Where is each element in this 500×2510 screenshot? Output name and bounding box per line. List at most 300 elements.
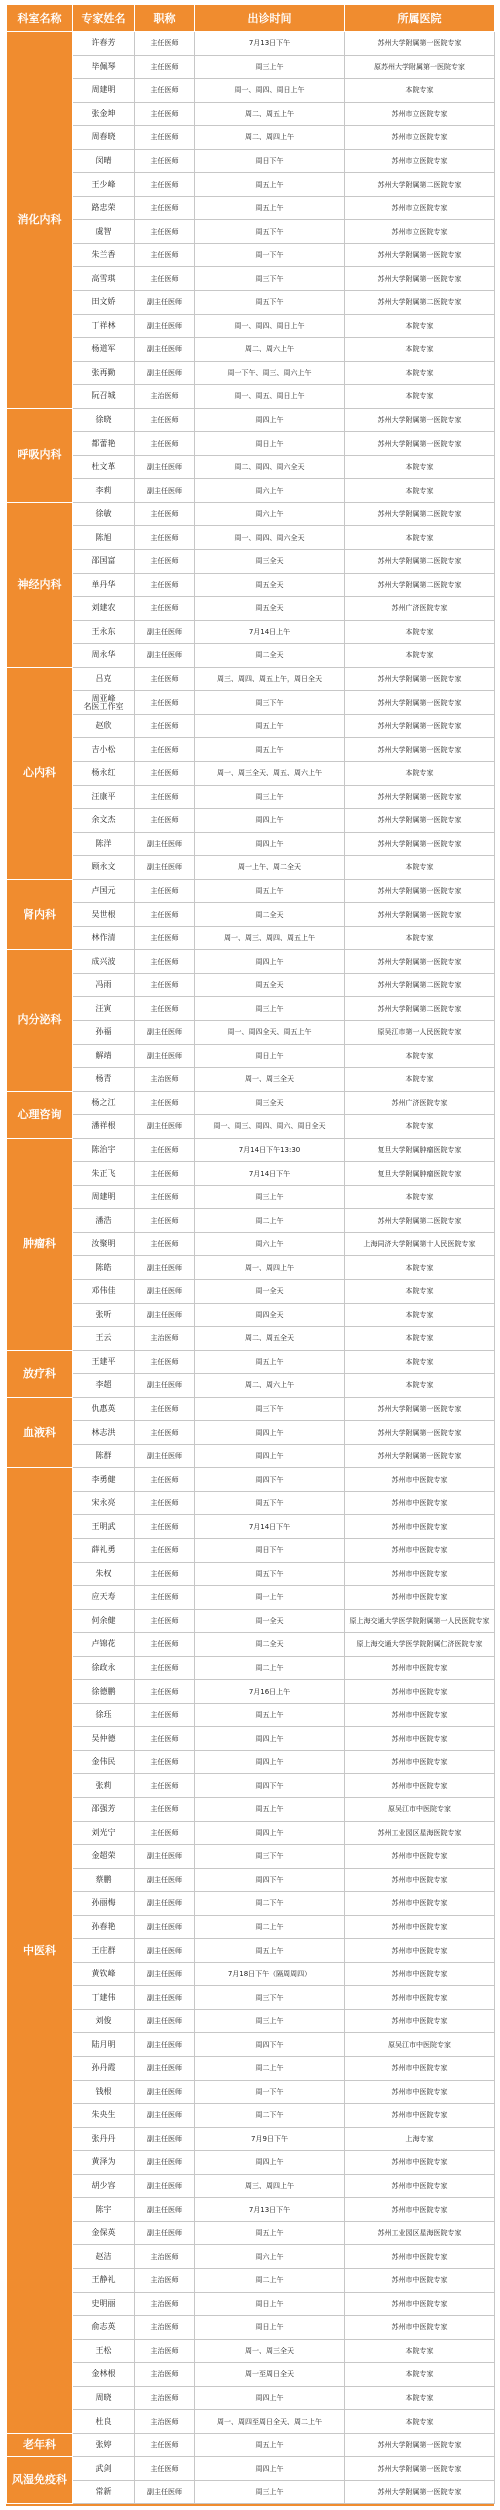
title-cell: 副主任医师 <box>135 338 195 362</box>
time-cell: 周一、周四上午 <box>195 1256 345 1280</box>
title-cell: 主任医师 <box>135 432 195 456</box>
time-cell: 周六上午 <box>195 479 345 503</box>
hospital-cell: 本院专家 <box>345 1350 495 1374</box>
time-cell: 周一全天 <box>195 1609 345 1633</box>
name-cell: 张莉 <box>73 1774 135 1798</box>
table-row <box>7 2433 495 2457</box>
time-cell: 周三上午 <box>195 2480 345 2504</box>
name-cell: 李勇健 <box>73 1468 135 1492</box>
table-row <box>7 691 495 715</box>
hospital-cell: 本院专家 <box>345 455 495 479</box>
hospital-cell: 苏州市中医院专家 <box>345 1680 495 1704</box>
table-row <box>7 408 495 432</box>
hospital-cell: 本院专家 <box>345 314 495 338</box>
time-cell: 周一下午 <box>195 2080 345 2104</box>
table-row <box>7 2198 495 2222</box>
hospital-cell: 本院专家 <box>345 1374 495 1398</box>
hospital-cell: 苏州大学附属第二医院专家 <box>345 573 495 597</box>
title-cell: 主任医师 <box>135 502 195 526</box>
time-cell: 周六上午 <box>195 502 345 526</box>
title-cell: 副主任医师 <box>135 2221 195 2245</box>
hospital-cell: 苏州市中医院专家 <box>345 1491 495 1515</box>
table-row <box>7 196 495 220</box>
hospital-cell: 苏州大学附属第一医院专家 <box>345 738 495 762</box>
table-row <box>7 1703 495 1727</box>
title-cell: 主任医师 <box>135 1539 195 1563</box>
title-cell: 主任医师 <box>135 55 195 79</box>
hospital-cell: 苏州市中医院专家 <box>345 2198 495 2222</box>
department-cell: 血液科 <box>7 1397 73 1468</box>
hospital-cell: 复旦大学附属肿瘤医院专家 <box>345 1138 495 1162</box>
name-cell: 卢锦花 <box>73 1633 135 1657</box>
name-cell: 虞智 <box>73 220 135 244</box>
title-cell: 主任医师 <box>135 1162 195 1186</box>
hospital-cell: 苏州大学附属第一医院专家 <box>345 809 495 833</box>
time-cell: 周二上午 <box>195 1656 345 1680</box>
name-cell: 金伟民 <box>73 1750 135 1774</box>
hospital-cell: 本院专家 <box>345 338 495 362</box>
hospital-cell: 苏州大学附属第一医院专家 <box>345 408 495 432</box>
title-cell: 副主任医师 <box>135 1115 195 1139</box>
title-cell: 主任医师 <box>135 79 195 103</box>
table-row <box>7 950 495 974</box>
time-cell: 周三上午 <box>195 997 345 1021</box>
time-cell: 周四上午 <box>195 1727 345 1751</box>
time-cell: 周二全天 <box>195 1633 345 1657</box>
hospital-cell: 苏州大学附属第一医院专家 <box>345 691 495 715</box>
name-cell: 汪寅 <box>73 997 135 1021</box>
hospital-cell: 苏州大学附属第二医院专家 <box>345 502 495 526</box>
time-cell: 周四上午 <box>195 1444 345 1468</box>
title-cell: 副主任医师 <box>135 2480 195 2504</box>
name-cell: 闵晴 <box>73 149 135 173</box>
time-cell: 周五上午 <box>195 2433 345 2457</box>
time-cell: 周四上午 <box>195 950 345 974</box>
table-row <box>7 1962 495 1986</box>
title-cell: 副主任医师 <box>135 361 195 385</box>
time-cell: 周四下午 <box>195 2033 345 2057</box>
name-cell: 陈治宇 <box>73 1138 135 1162</box>
time-cell: 周二下午 <box>195 2104 345 2128</box>
time-cell: 周二、周五全天 <box>195 1327 345 1351</box>
title-cell: 主任医师 <box>135 1232 195 1256</box>
table-row <box>7 455 495 479</box>
hospital-cell: 苏州市中医院专家 <box>345 1515 495 1539</box>
title-cell: 副主任医师 <box>135 2009 195 2033</box>
title-cell: 副主任医师 <box>135 1444 195 1468</box>
hospital-cell: 苏州工业园区星海医院专家 <box>345 1821 495 1845</box>
title-cell: 副主任医师 <box>135 1962 195 1986</box>
hospital-cell: 原上海交通大学医学院附属第一人民医院专家 <box>345 1609 495 1633</box>
hospital-cell: 苏州大学附属第一医院专家 <box>345 1421 495 1445</box>
hospital-cell: 原吴江市中医院专家 <box>345 1798 495 1822</box>
title-cell: 主任医师 <box>135 973 195 997</box>
table-row <box>7 1680 495 1704</box>
time-cell: 周一上午、周二全天 <box>195 856 345 880</box>
table-row <box>7 1444 495 1468</box>
hospital-cell: 苏州广济医院专家 <box>345 1091 495 1115</box>
time-cell: 周四上午 <box>195 1821 345 1845</box>
table-row <box>7 385 495 409</box>
hospital-cell: 原吴江市中医院专家 <box>345 2033 495 2057</box>
title-cell: 主任医师 <box>135 1421 195 1445</box>
time-cell: 周一上午 <box>195 1586 345 1610</box>
name-cell: 朱正飞 <box>73 1162 135 1186</box>
time-cell: 周日下午 <box>195 149 345 173</box>
table-row <box>7 1350 495 1374</box>
table-row <box>7 502 495 526</box>
hospital-cell: 苏州市立医院专家 <box>345 220 495 244</box>
table-row <box>7 2009 495 2033</box>
time-cell: 周五下午 <box>195 220 345 244</box>
title-cell: 主任医师 <box>135 1821 195 1845</box>
time-cell: 周三、周四、周五上午，周日全天 <box>195 667 345 691</box>
table-row <box>7 2386 495 2410</box>
title-cell: 主任医师 <box>135 1185 195 1209</box>
time-cell: 周一至周日全天 <box>195 2363 345 2387</box>
hospital-cell: 本院专家 <box>345 2363 495 2387</box>
name-cell: 常新 <box>73 2480 135 2504</box>
hospital-cell: 苏州大学附属第一医院专家 <box>345 267 495 291</box>
title-cell: 主任医师 <box>135 1209 195 1233</box>
name-cell: 孙福 <box>73 1020 135 1044</box>
title-cell: 主任医师 <box>135 1798 195 1822</box>
time-cell: 周一、周三全天、周五、周六上午 <box>195 761 345 785</box>
title-cell: 主任医师 <box>135 997 195 1021</box>
title-cell: 主任医师 <box>135 738 195 762</box>
title-cell: 主任医师 <box>135 1703 195 1727</box>
table-row <box>7 1162 495 1186</box>
title-cell: 主任医师 <box>135 196 195 220</box>
table-row <box>7 432 495 456</box>
title-cell: 主任医师 <box>135 926 195 950</box>
table-row <box>7 243 495 267</box>
time-cell: 周二上午 <box>195 1209 345 1233</box>
name-cell: 张婷 <box>73 2433 135 2457</box>
title-cell: 副主任医师 <box>135 1939 195 1963</box>
table-row <box>7 361 495 385</box>
name-cell: 林志洪 <box>73 1421 135 1445</box>
time-cell: 周一、周三全天 <box>195 1068 345 1092</box>
hospital-cell: 苏州市中医院专家 <box>345 1962 495 1986</box>
header-dept: 科室名称 <box>7 5 73 32</box>
title-cell: 主任医师 <box>135 32 195 56</box>
table-row <box>7 620 495 644</box>
name-cell: 孙春艳 <box>73 1915 135 1939</box>
time-cell: 周五全天 <box>195 973 345 997</box>
hospital-cell: 原吴江市第一人民医院专家 <box>345 1020 495 1044</box>
table-row <box>7 809 495 833</box>
title-cell: 副主任医师 <box>135 2151 195 2175</box>
time-cell: 周三全天 <box>195 1091 345 1115</box>
name-cell: 金超荣 <box>73 1845 135 1869</box>
name-cell: 王永东 <box>73 620 135 644</box>
title-cell: 主任医师 <box>135 243 195 267</box>
table-row <box>7 1279 495 1303</box>
time-cell: 周四上午 <box>195 2457 345 2481</box>
table-row <box>7 785 495 809</box>
title-cell: 主治医师 <box>135 2339 195 2363</box>
table-row <box>7 1303 495 1327</box>
time-cell: 周二、周四上午 <box>195 126 345 150</box>
title-cell: 副主任医师 <box>135 2033 195 2057</box>
time-cell: 周五上午 <box>195 738 345 762</box>
header-title: 职称 <box>135 5 195 32</box>
title-cell: 主治医师 <box>135 385 195 409</box>
name-cell: 杜文革 <box>73 455 135 479</box>
title-cell: 主任医师 <box>135 667 195 691</box>
time-cell: 周五上午 <box>195 1939 345 1963</box>
hospital-cell: 苏州市中医院专家 <box>345 1727 495 1751</box>
time-cell: 周二、周四、周六全天 <box>195 455 345 479</box>
time-cell: 周一、周四至周日全天、周二上午 <box>195 2410 345 2434</box>
time-cell: 周一、周四全天、周五上午 <box>195 1020 345 1044</box>
time-cell: 周二上午 <box>195 1915 345 1939</box>
table-row <box>7 1633 495 1657</box>
time-cell: 周三下午 <box>195 267 345 291</box>
table-row <box>7 1727 495 1751</box>
table-row <box>7 173 495 197</box>
name-cell: 朱央生 <box>73 2104 135 2128</box>
title-cell: 主任医师 <box>135 1091 195 1115</box>
name-cell: 陈旭 <box>73 526 135 550</box>
name-cell: 徐敏 <box>73 502 135 526</box>
table-row <box>7 644 495 668</box>
title-cell: 副主任医师 <box>135 2104 195 2128</box>
name-cell: 吉小松 <box>73 738 135 762</box>
name-cell: 黄钦峰 <box>73 1962 135 1986</box>
hospital-cell: 苏州大学附属第一医院专家 <box>345 903 495 927</box>
hospital-cell: 苏州市中医院专家 <box>345 2009 495 2033</box>
hospital-cell: 苏州市中医院专家 <box>345 1986 495 2010</box>
time-cell: 周二上午 <box>195 2268 345 2292</box>
table-row <box>7 2480 495 2504</box>
hospital-cell: 本院专家 <box>345 856 495 880</box>
name-cell: 汪康平 <box>73 785 135 809</box>
time-cell: 周五上午 <box>195 173 345 197</box>
table-row <box>7 2033 495 2057</box>
name-cell: 潘浩 <box>73 1209 135 1233</box>
name-cell: 朱权 <box>73 1562 135 1586</box>
title-cell: 主治医师 <box>135 2245 195 2269</box>
header-hospital: 所属医院 <box>345 5 495 32</box>
table-row <box>7 1232 495 1256</box>
table-row <box>7 2316 495 2340</box>
hospital-cell: 苏州市中医院专家 <box>345 2316 495 2340</box>
title-cell: 主任医师 <box>135 173 195 197</box>
table-row <box>7 2268 495 2292</box>
header-name: 专家姓名 <box>73 5 135 32</box>
title-cell: 副主任医师 <box>135 1915 195 1939</box>
table-row <box>7 1939 495 1963</box>
time-cell: 周四上午 <box>195 2151 345 2175</box>
name-cell: 杨之江 <box>73 1091 135 1115</box>
time-cell: 周四上午 <box>195 1750 345 1774</box>
time-cell: 周一、周四、周日上午 <box>195 314 345 338</box>
hospital-cell: 苏州市中医院专家 <box>345 1539 495 1563</box>
time-cell: 周二、周六上午 <box>195 338 345 362</box>
table-row <box>7 32 495 56</box>
header-time: 出诊时间 <box>195 5 345 32</box>
table-row <box>7 879 495 903</box>
name-cell: 刘俊 <box>73 2009 135 2033</box>
name-cell: 刘建农 <box>73 597 135 621</box>
title-cell: 副主任医师 <box>135 2174 195 2198</box>
name-cell: 陈皓 <box>73 1256 135 1280</box>
department-cell: 神经内科 <box>7 502 73 667</box>
table-row <box>7 2057 495 2081</box>
time-cell: 周三上午 <box>195 2009 345 2033</box>
time-cell: 7月9日下午 <box>195 2127 345 2151</box>
name-cell: 徐珏 <box>73 1703 135 1727</box>
table-row <box>7 573 495 597</box>
time-cell: 周日上午 <box>195 2316 345 2340</box>
hospital-cell: 苏州大学附属第一医院专家 <box>345 714 495 738</box>
title-cell: 主治医师 <box>135 2292 195 2316</box>
time-cell: 周三下午 <box>195 1986 345 2010</box>
time-cell: 7月13日下午 <box>195 2198 345 2222</box>
name-cell: 杜良 <box>73 2410 135 2434</box>
time-cell: 周一、周四、周六全天 <box>195 526 345 550</box>
time-cell: 周三上午 <box>195 785 345 809</box>
name-cell: 周晓 <box>73 2386 135 2410</box>
table-row <box>7 2174 495 2198</box>
hospital-cell: 本院专家 <box>345 361 495 385</box>
name-cell: 应天寿 <box>73 1586 135 1610</box>
table-row <box>7 1774 495 1798</box>
department-cell: 中医科 <box>7 1468 73 2433</box>
time-cell: 周二全天 <box>195 903 345 927</box>
title-cell: 主任医师 <box>135 809 195 833</box>
time-cell: 周五下午 <box>195 1562 345 1586</box>
table-row <box>7 1845 495 1869</box>
title-cell: 主任医师 <box>135 1633 195 1657</box>
time-cell: 周六上午 <box>195 2245 345 2269</box>
table-row <box>7 973 495 997</box>
time-cell: 周二、周六上午 <box>195 1374 345 1398</box>
table-row <box>7 1421 495 1445</box>
header-row <box>7 5 495 32</box>
title-cell: 副主任医师 <box>135 1256 195 1280</box>
hospital-cell: 苏州市中医院专家 <box>345 1703 495 1727</box>
hospital-cell: 本院专家 <box>345 1279 495 1303</box>
title-cell: 副主任医师 <box>135 455 195 479</box>
time-cell: 周二全天 <box>195 644 345 668</box>
table-row <box>7 2151 495 2175</box>
time-cell: 周二、周五上午 <box>195 102 345 126</box>
hospital-cell: 苏州大学附属第一医院专家 <box>345 832 495 856</box>
name-cell: 刘光宁 <box>73 1821 135 1845</box>
time-cell: 周日下午 <box>195 1539 345 1563</box>
time-cell: 周四上午 <box>195 809 345 833</box>
hospital-cell: 苏州市中医院专家 <box>345 1562 495 1586</box>
table-row <box>7 1209 495 1233</box>
hospital-cell: 本院专家 <box>345 1303 495 1327</box>
hospital-cell: 苏州市中医院专家 <box>345 2104 495 2128</box>
title-cell: 主任医师 <box>135 1750 195 1774</box>
name-cell: 胡少容 <box>73 2174 135 2198</box>
name-cell: 宋永亮 <box>73 1491 135 1515</box>
hospital-cell: 本院专家 <box>345 2339 495 2363</box>
table-row <box>7 526 495 550</box>
name-cell: 张听 <box>73 1303 135 1327</box>
hospital-cell: 苏州大学附属第一医院专家 <box>345 432 495 456</box>
name-cell: 朱兰香 <box>73 243 135 267</box>
expert-schedule-table <box>6 4 495 2504</box>
hospital-cell: 苏州市立医院专家 <box>345 102 495 126</box>
time-cell: 周三全天 <box>195 550 345 574</box>
table-row <box>7 55 495 79</box>
time-cell: 周一下午、周三、周六上午 <box>195 361 345 385</box>
table-row <box>7 1185 495 1209</box>
time-cell: 周日上午 <box>195 432 345 456</box>
title-cell: 主任医师 <box>135 220 195 244</box>
hospital-cell: 本院专家 <box>345 2410 495 2434</box>
name-cell: 黄泽为 <box>73 2151 135 2175</box>
title-cell: 主任医师 <box>135 691 195 715</box>
title-cell: 主任医师 <box>135 785 195 809</box>
name-cell: 解靖 <box>73 1044 135 1068</box>
time-cell: 7月14日下午 <box>195 1515 345 1539</box>
table-row <box>7 997 495 1021</box>
name-cell: 潘祥根 <box>73 1115 135 1139</box>
table-row <box>7 2127 495 2151</box>
hospital-cell: 苏州市中医院专家 <box>345 1656 495 1680</box>
hospital-cell: 苏州市立医院专家 <box>345 196 495 220</box>
department-cell: 内分泌科 <box>7 950 73 1091</box>
title-cell: 主任医师 <box>135 761 195 785</box>
table-row <box>7 1986 495 2010</box>
table-row <box>7 550 495 574</box>
title-cell: 主治医师 <box>135 2316 195 2340</box>
name-cell: 吴仲德 <box>73 1727 135 1751</box>
table-row <box>7 1821 495 1845</box>
department-cell: 放疗科 <box>7 1350 73 1397</box>
time-cell: 周五上午 <box>195 2221 345 2245</box>
hospital-cell: 本院专家 <box>345 644 495 668</box>
hospital-cell: 本院专家 <box>345 1327 495 1351</box>
name-cell: 陈群 <box>73 1444 135 1468</box>
title-cell: 主任医师 <box>135 1656 195 1680</box>
table-row <box>7 926 495 950</box>
name-cell: 阮召城 <box>73 385 135 409</box>
name-cell: 赵洁 <box>73 2245 135 2269</box>
hospital-cell: 苏州大学附属第二医院专家 <box>345 1209 495 1233</box>
schedule-body <box>7 32 495 2504</box>
title-cell: 主任医师 <box>135 149 195 173</box>
name-cell: 徐晓 <box>73 408 135 432</box>
hospital-cell: 本院专家 <box>345 1044 495 1068</box>
title-cell: 副主任医师 <box>135 1020 195 1044</box>
name-cell: 王云 <box>73 1327 135 1351</box>
title-cell: 主任医师 <box>135 1727 195 1751</box>
title-cell: 主任医师 <box>135 1138 195 1162</box>
title-cell: 副主任医师 <box>135 1845 195 1869</box>
title-cell: 副主任医师 <box>135 856 195 880</box>
time-cell: 周五上午 <box>195 714 345 738</box>
table-row <box>7 314 495 338</box>
hospital-cell: 苏州市中医院专家 <box>345 1750 495 1774</box>
department-cell: 风湿免疫科 <box>7 2457 73 2504</box>
hospital-cell: 苏州大学附属第一医院专家 <box>345 2480 495 2504</box>
time-cell: 周一、周五、周日上午 <box>195 385 345 409</box>
time-cell: 周五全天 <box>195 573 345 597</box>
hospital-cell: 苏州市中医院专家 <box>345 1586 495 1610</box>
title-cell: 主任医师 <box>135 1586 195 1610</box>
table-row <box>7 1491 495 1515</box>
title-cell: 副主任医师 <box>135 2127 195 2151</box>
name-cell: 周永华 <box>73 644 135 668</box>
